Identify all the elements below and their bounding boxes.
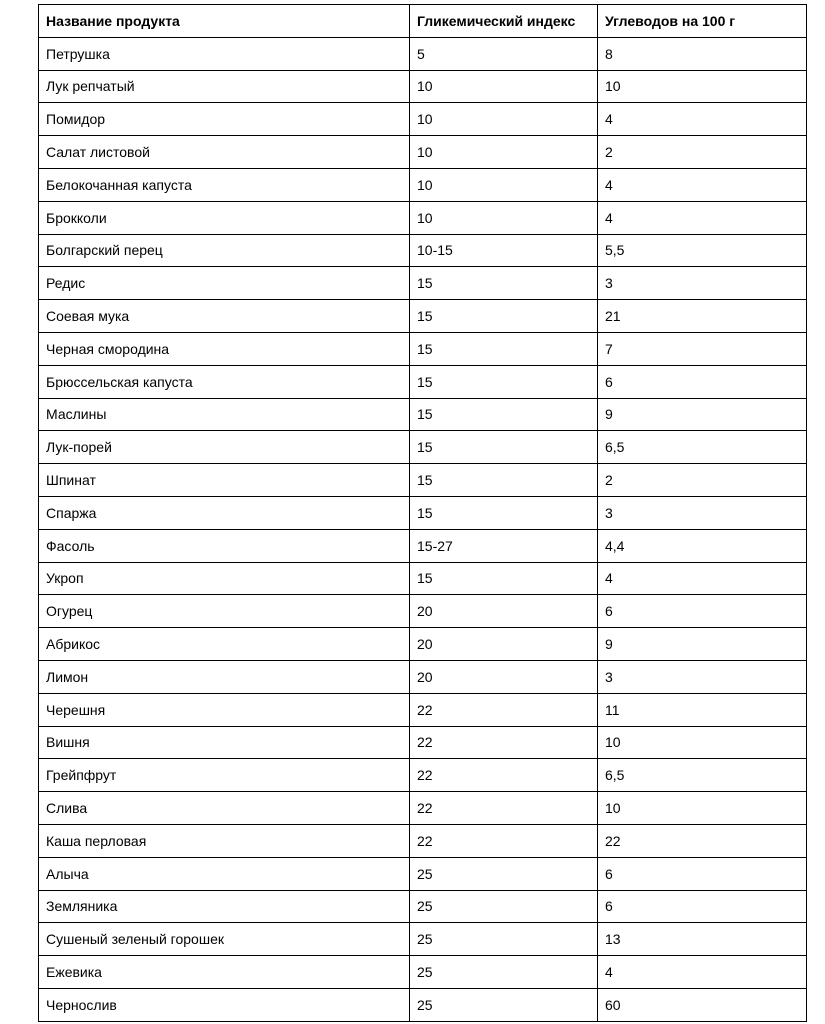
glycemic-index-cell: 10 (410, 70, 598, 103)
glycemic-index-cell: 5 (410, 37, 598, 70)
carbs-cell: 21 (598, 300, 807, 333)
table-row (39, 956, 807, 989)
table-row (39, 759, 807, 792)
carbs-cell: 2 (598, 136, 807, 169)
header-glycemic-index: Гликемический индекс (410, 5, 598, 38)
glycemic-index-cell: 15 (410, 300, 598, 333)
glycemic-index-cell: 20 (410, 595, 598, 628)
product-name-cell: Грейпфрут (39, 759, 410, 792)
header-row (39, 5, 807, 38)
carbs-cell: 10 (598, 726, 807, 759)
table-row (39, 693, 807, 726)
table-row (39, 365, 807, 398)
header-product-name: Название продукта (39, 5, 410, 38)
table-body (39, 37, 807, 1021)
product-name-cell: Маслины (39, 398, 410, 431)
glycemic-index-cell: 15-27 (410, 529, 598, 562)
table-row (39, 628, 807, 661)
glycemic-index-cell: 20 (410, 660, 598, 693)
glycemic-index-cell: 22 (410, 726, 598, 759)
product-name-cell: Шпинат (39, 464, 410, 497)
glycemic-index-cell: 22 (410, 693, 598, 726)
table-row (39, 824, 807, 857)
product-name-cell: Лук репчатый (39, 70, 410, 103)
product-name-cell: Соевая мука (39, 300, 410, 333)
table-row (39, 136, 807, 169)
product-name-cell: Брюссельская капуста (39, 365, 410, 398)
table-row (39, 70, 807, 103)
carbs-cell: 4 (598, 562, 807, 595)
glycemic-index-cell: 15 (410, 431, 598, 464)
table-row (39, 300, 807, 333)
carbs-cell: 6 (598, 595, 807, 628)
product-name-cell: Огурец (39, 595, 410, 628)
table-row (39, 201, 807, 234)
carbs-cell: 22 (598, 824, 807, 857)
carbs-cell: 3 (598, 660, 807, 693)
product-name-cell: Салат листовой (39, 136, 410, 169)
glycemic-index-cell: 25 (410, 923, 598, 956)
product-name-cell: Чернослив (39, 988, 410, 1021)
glycemic-index-cell: 25 (410, 857, 598, 890)
glycemic-index-cell: 25 (410, 890, 598, 923)
glycemic-index-cell: 15 (410, 464, 598, 497)
table-row (39, 496, 807, 529)
carbs-cell: 2 (598, 464, 807, 497)
carbs-cell: 6 (598, 857, 807, 890)
product-name-cell: Лук-порей (39, 431, 410, 464)
table-row (39, 103, 807, 136)
product-name-cell: Абрикос (39, 628, 410, 661)
product-name-cell: Брокколи (39, 201, 410, 234)
glycemic-index-cell: 10 (410, 136, 598, 169)
product-name-cell: Редис (39, 267, 410, 300)
carbs-cell: 10 (598, 70, 807, 103)
table-row (39, 529, 807, 562)
table-row (39, 660, 807, 693)
carbs-cell: 6,5 (598, 759, 807, 792)
table-row (39, 857, 807, 890)
glycemic-index-cell: 22 (410, 759, 598, 792)
product-name-cell: Спаржа (39, 496, 410, 529)
glycemic-index-cell: 15 (410, 398, 598, 431)
product-name-cell: Слива (39, 792, 410, 825)
table-header (39, 5, 807, 38)
table-row (39, 595, 807, 628)
carbs-cell: 7 (598, 332, 807, 365)
table-row (39, 726, 807, 759)
glycemic-index-cell: 10 (410, 168, 598, 201)
carbs-cell: 11 (598, 693, 807, 726)
table-row (39, 923, 807, 956)
product-name-cell: Укроп (39, 562, 410, 595)
glycemic-index-cell: 15 (410, 562, 598, 595)
table-row (39, 464, 807, 497)
carbs-cell: 13 (598, 923, 807, 956)
carbs-cell: 6 (598, 365, 807, 398)
product-name-cell: Алыча (39, 857, 410, 890)
glycemic-index-table (38, 4, 807, 1022)
glycemic-index-cell: 15 (410, 496, 598, 529)
carbs-cell: 8 (598, 37, 807, 70)
carbs-cell: 4,4 (598, 529, 807, 562)
carbs-cell: 9 (598, 398, 807, 431)
product-name-cell: Лимон (39, 660, 410, 693)
glycemic-index-cell: 25 (410, 956, 598, 989)
product-name-cell: Белокочанная капуста (39, 168, 410, 201)
header-carbs-per-100g: Углеводов на 100 г (598, 5, 807, 38)
glycemic-index-cell: 10 (410, 201, 598, 234)
carbs-cell: 4 (598, 168, 807, 201)
table-row (39, 792, 807, 825)
carbs-cell: 5,5 (598, 234, 807, 267)
table-row (39, 332, 807, 365)
glycemic-index-cell: 15 (410, 365, 598, 398)
carbs-cell: 6 (598, 890, 807, 923)
carbs-cell: 10 (598, 792, 807, 825)
product-name-cell: Петрушка (39, 37, 410, 70)
product-name-cell: Ежевика (39, 956, 410, 989)
carbs-cell: 9 (598, 628, 807, 661)
glycemic-index-cell: 20 (410, 628, 598, 661)
table-row (39, 890, 807, 923)
carbs-cell: 3 (598, 496, 807, 529)
table-row (39, 562, 807, 595)
glycemic-index-cell: 15 (410, 267, 598, 300)
carbs-cell: 4 (598, 103, 807, 136)
carbs-cell: 60 (598, 988, 807, 1021)
table-row (39, 168, 807, 201)
glycemic-index-cell: 15 (410, 332, 598, 365)
glycemic-index-cell: 22 (410, 824, 598, 857)
table-row (39, 398, 807, 431)
product-name-cell: Помидор (39, 103, 410, 136)
glycemic-index-cell: 25 (410, 988, 598, 1021)
product-name-cell: Земляника (39, 890, 410, 923)
table-row (39, 37, 807, 70)
product-name-cell: Черная смородина (39, 332, 410, 365)
carbs-cell: 4 (598, 956, 807, 989)
product-name-cell: Фасоль (39, 529, 410, 562)
table-row (39, 988, 807, 1021)
glycemic-index-cell: 22 (410, 792, 598, 825)
product-name-cell: Вишня (39, 726, 410, 759)
glycemic-index-cell: 10-15 (410, 234, 598, 267)
table-row (39, 431, 807, 464)
carbs-cell: 4 (598, 201, 807, 234)
table-row (39, 234, 807, 267)
product-name-cell: Черешня (39, 693, 410, 726)
carbs-cell: 3 (598, 267, 807, 300)
product-name-cell: Болгарский перец (39, 234, 410, 267)
table-row (39, 267, 807, 300)
carbs-cell: 6,5 (598, 431, 807, 464)
product-name-cell: Сушеный зеленый горошек (39, 923, 410, 956)
product-name-cell: Каша перловая (39, 824, 410, 857)
glycemic-index-cell: 10 (410, 103, 598, 136)
